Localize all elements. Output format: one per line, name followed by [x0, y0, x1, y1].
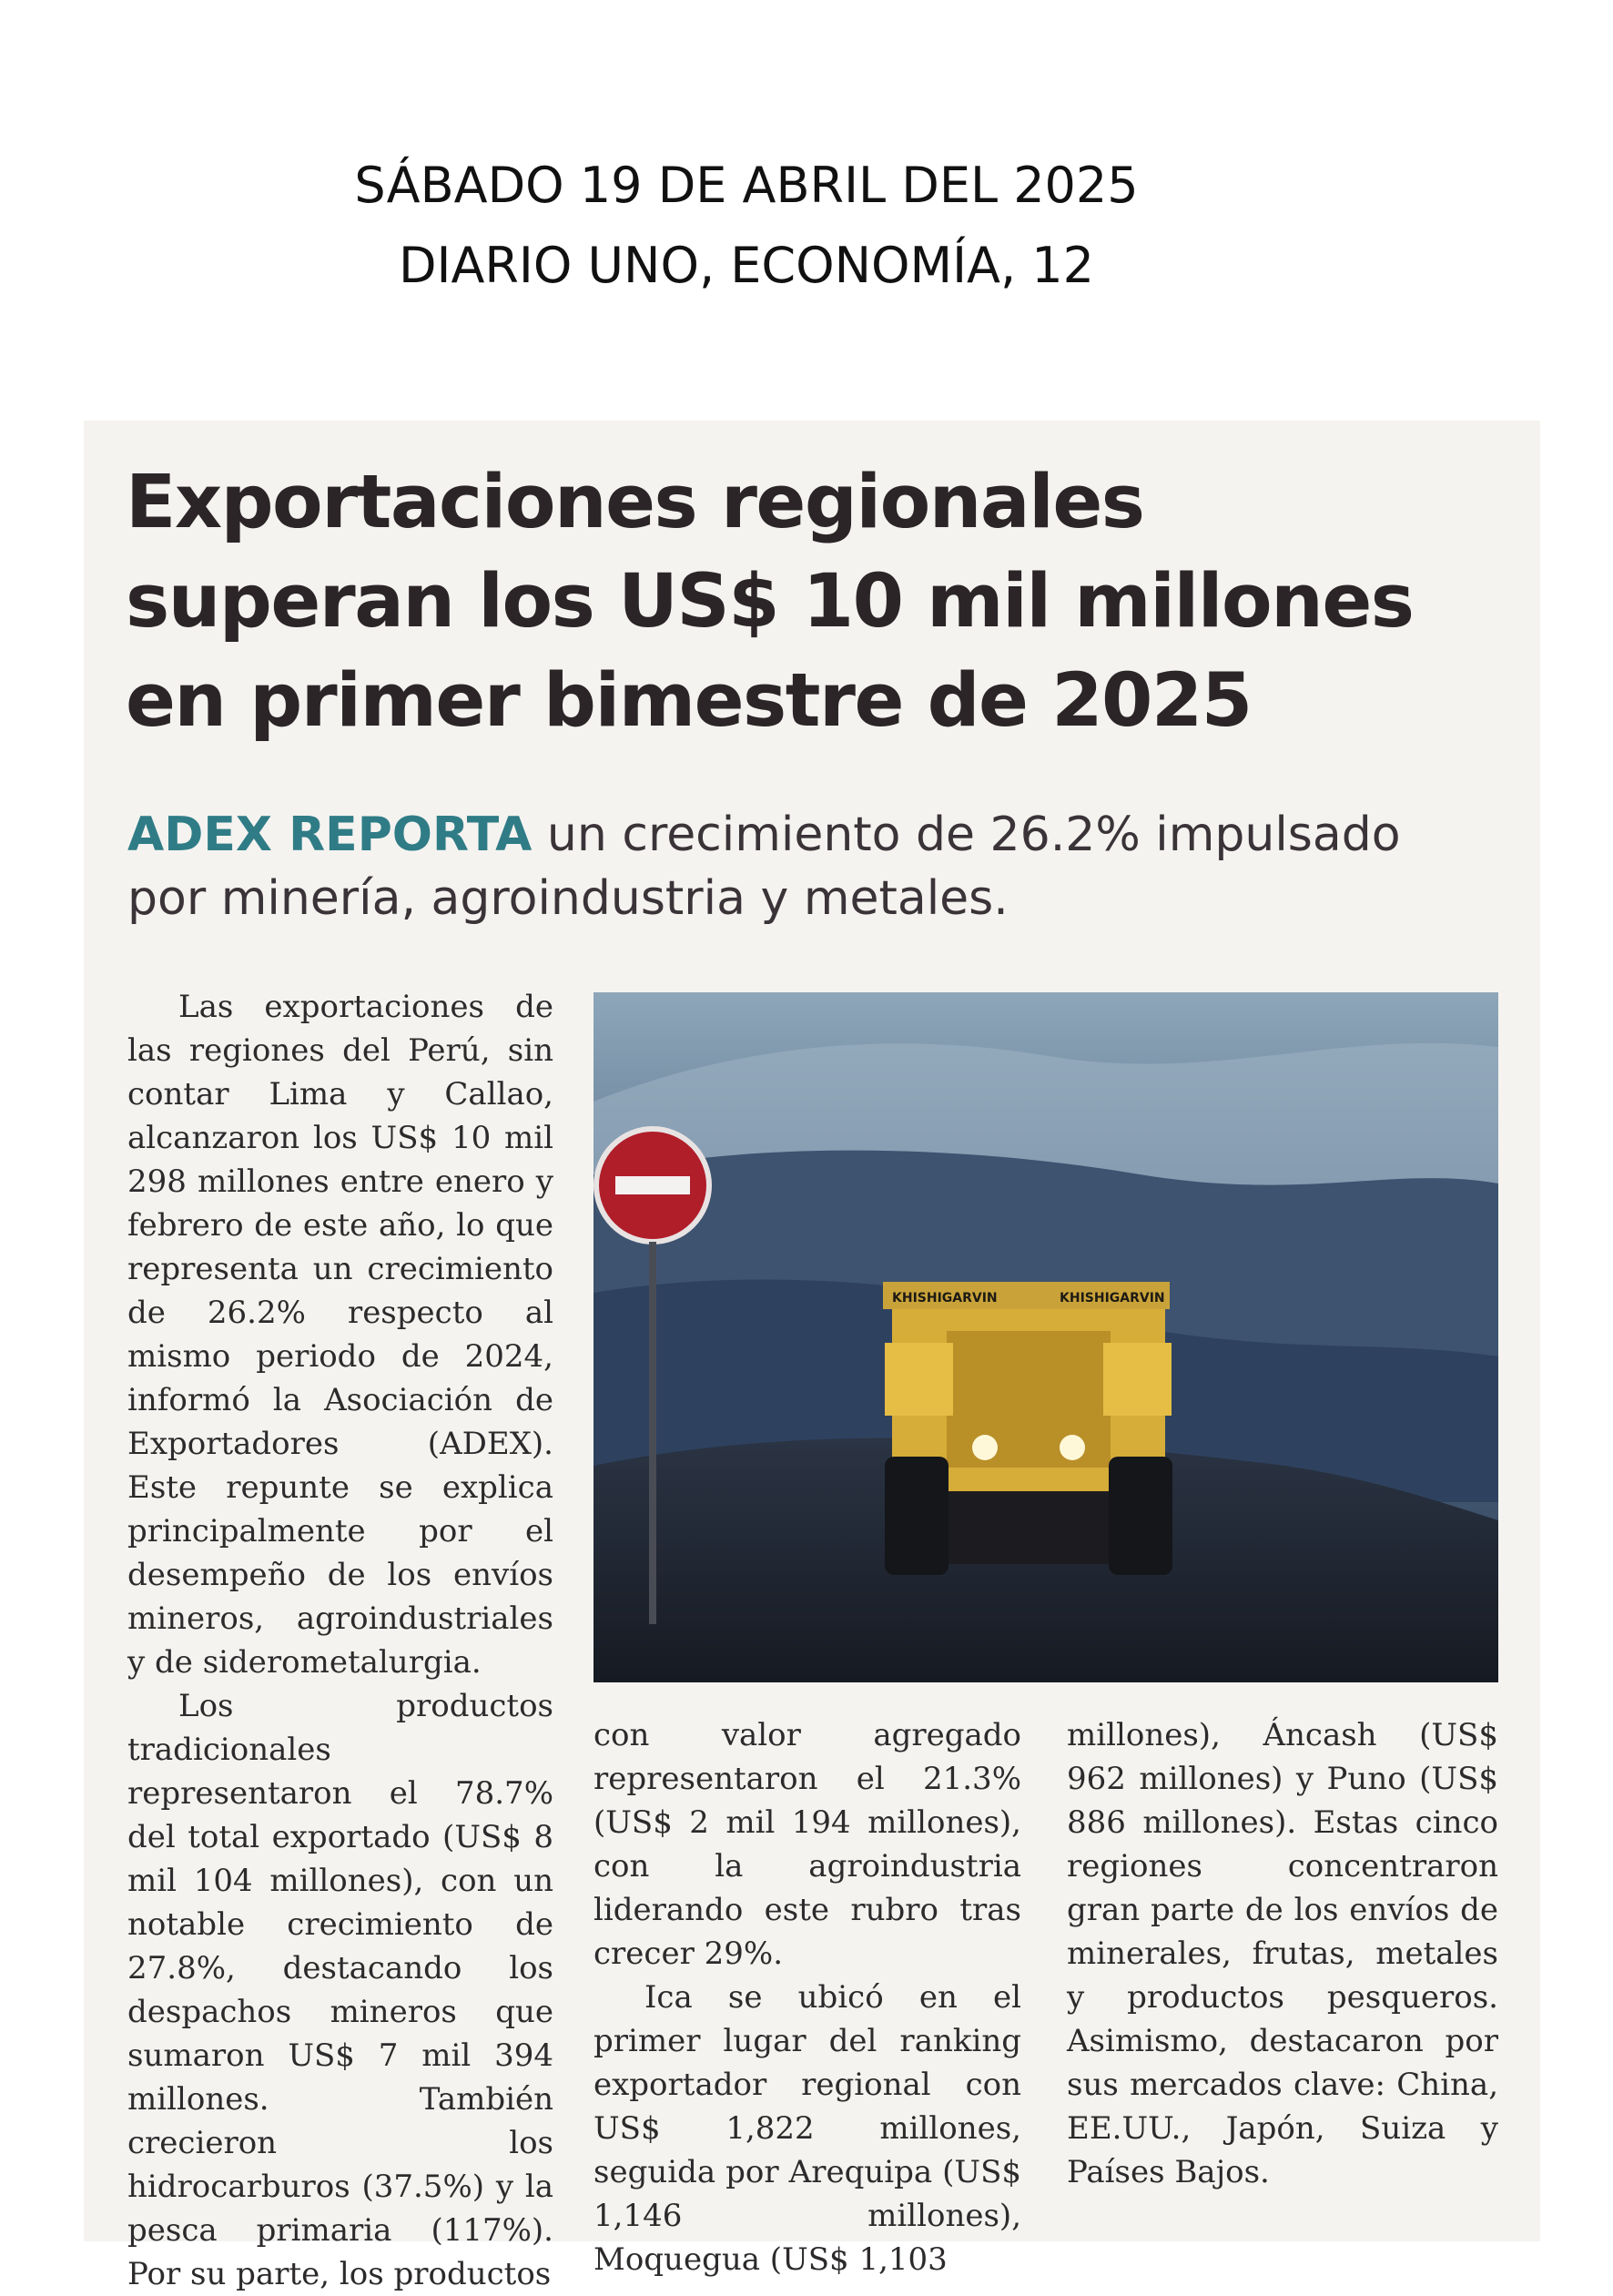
publication-source: DIARIO UNO, ECONOMÍA, 12 [398, 237, 1095, 294]
article-column-3 [1067, 1713, 1498, 2194]
paragraph-2: Los productos tradicionales representaron el 78.7% del total exportado (US$ 8 mil 104 millones), con un notable crecimiento de 27.8%, destacando los despachos mineros que sumaron US$ 7 mil 394 millones. También crecieron los hidrocarburos (37.5%) y la pesca primaria (117%). Por su parte, los productos [127, 1688, 553, 2292]
headline-line-1: Exportaciones regionales [126, 460, 1144, 545]
truck-sign-left: KHISHIGARVIN [892, 1291, 998, 1305]
article-subhead [127, 803, 1493, 930]
photo-illustration [593, 992, 1498, 1682]
mining-truck-icon [883, 1282, 1172, 1575]
publication-date: SÁBADO 19 DE ABRIL DEL 2025 [354, 157, 1139, 214]
clipping-header [0, 146, 1493, 306]
article-column-1 [127, 985, 553, 2296]
paragraph-3-continued: millones), Áncash (US$ 962 millones) y Puno (US$ 886 millones). Estas cinco regiones concentraron gran parte de los envíos de minerales, frutas, metales y productos pesqueros. Asimismo, destacaron por sus mercados clave: China, EE.UU., Japón, Suiza y Países Bajos. [1067, 1717, 1498, 2190]
subhead-text: un crecimiento de 26.2% impulsado por minería, agroindustria y metales. [127, 808, 1401, 926]
paragraph-3: Ica se ubicó en el primer lugar del ranking exportador regional con US$ 1,822 millones, seguida por Arequipa (US$ 1,146 millones), Moquegua (US$ 1,103 [593, 1979, 1021, 2278]
article-column-2 [593, 1713, 1021, 2281]
subhead-kicker: ADEX REPORTA [127, 808, 533, 862]
headline-line-2: superan los US$ 10 mil millones [126, 559, 1414, 645]
article-headline [126, 453, 1546, 751]
truck-sign-right: KHISHIGARVIN [1060, 1291, 1165, 1305]
mining-truck-photo [593, 992, 1498, 1682]
paragraph-2-continued: con valor agregado representaron el 21.3% (US$ 2 mil 194 millones), con la agroindustria liderando este rubro tras crecer 29%. [593, 1717, 1021, 1972]
paragraph-1: Las exportaciones de las regiones del Perú, sin contar Lima y Callao, alcanzaron los US$ 10 mil 298 millones entre enero y febrero de este año, lo que representa un crecimiento de 26.2% respecto al mismo periodo de 2024, informó la Asociación de Exportadores (ADEX). Este repunte se explica principalmente por el desempeño de los envíos mineros, agroindustriales y de siderometalurgia. [127, 989, 553, 1681]
headline-line-3: en primer bimestre de 2025 [126, 658, 1252, 744]
newspaper-clipping [84, 421, 1540, 2292]
